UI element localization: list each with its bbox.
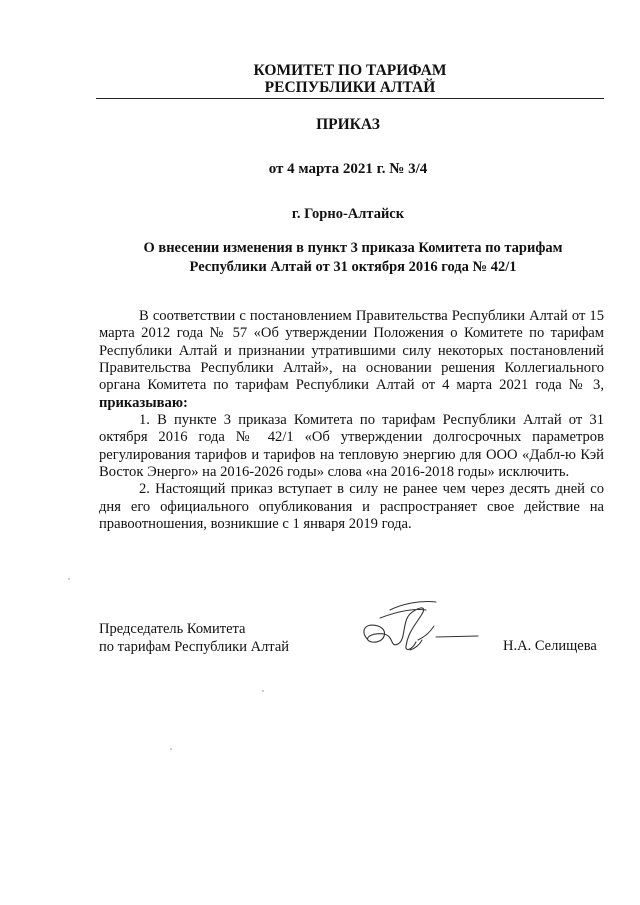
handwritten-signature (350, 592, 480, 660)
document-type: ПРИКАЗ (316, 116, 380, 133)
document-body (99, 308, 604, 533)
signatory-position-line2: по тарифам Республики Алтай (99, 639, 290, 655)
order-item-2: 2. Настоящий приказ вступает в силу не ранее чем через десять дней со дня его официального опубликования и распространяет свое действие на правоотношения, возникшие с 1 января 2019 года. (99, 481, 604, 533)
signatory-position-line1: Председатель Комитета (99, 621, 246, 637)
document-city: г. Горно-Алтайск (291, 206, 405, 222)
preamble-text: В соответствии с постановлением Правительства Республики Алтай от 15 марта 2012 года № 57 «Об утверждении Положения о Комитете по тарифам Республики Алтай и признании утратившими силу некоторых постановлений Правительства Республики Алтай», на основании решения Коллегиального органа Комитета по тарифам Республики Алтай от 4 марта 2021 года № 3, (99, 308, 604, 394)
document-subject-line2: Республики Алтай от 31 октября 2016 года № 42/1 (189, 259, 517, 275)
scan-speck (68, 578, 70, 580)
org-name-line1: КОМИТЕТ ПО ТАРИФАМ (253, 62, 447, 79)
document-subject-line1: О внесении изменения в пункт 3 приказа Комитета по тарифам (143, 240, 563, 256)
document-date-number: от 4 марта 2021 г. № 3/4 (268, 161, 428, 177)
signatory-name: Н.А. Селищева (503, 638, 597, 654)
order-word: приказываю: (99, 394, 188, 411)
header-rule (96, 98, 604, 99)
scan-speck (170, 748, 172, 750)
scan-speck (262, 690, 264, 692)
org-name-line2: РЕСПУБЛИКИ АЛТАЙ (264, 79, 436, 96)
order-item-1: 1. В пункте 3 приказа Комитета по тарифам Республики Алтай от 31 октября 2016 года № 42/1 «Об утверждении долгосрочных параметров регулирования тарифов и тарифов на тепловую энергию для ООО «Дабл-ю Кэй Восток Энерго» на 2016-2026 годы» слова «на 2016-2018 годы» исключить. (99, 412, 604, 481)
preamble-paragraph (99, 308, 604, 412)
